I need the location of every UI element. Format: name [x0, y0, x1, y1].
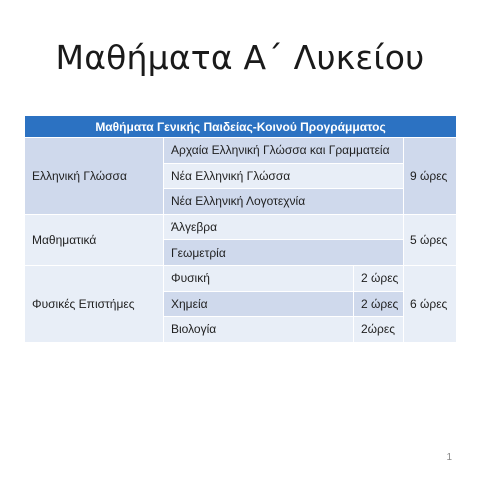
course-cell: Γεωμετρία	[164, 240, 404, 266]
course-cell: Φυσική	[164, 265, 354, 291]
total-hours-cell: 6 ώρες	[404, 265, 457, 342]
table-row	[25, 138, 457, 164]
table-row	[25, 265, 457, 291]
course-cell: Αρχαία Ελληνική Γλώσσα και Γραμματεία	[164, 138, 404, 164]
subject-cell: Μαθηματικά	[25, 214, 164, 265]
page-number: 1	[446, 452, 452, 463]
course-cell: Χημεία	[164, 291, 354, 317]
course-cell: Άλγεβρα	[164, 214, 404, 240]
total-hours-cell: 9 ώρες	[404, 138, 457, 215]
subject-cell: Φυσικές Επιστήμες	[25, 265, 164, 342]
table-row	[25, 214, 457, 240]
table-header: Μαθήματα Γενικής Παιδείας-Κοινού Προγράμματος	[25, 116, 457, 138]
slide-title: Μαθήματα Α΄ Λυκείου	[55, 38, 425, 77]
subject-cell: Ελληνική Γλώσσα	[25, 138, 164, 215]
course-hours-cell: 2 ώρες	[354, 291, 404, 317]
course-cell: Βιολογία	[164, 317, 354, 343]
course-hours-cell: 2 ώρες	[354, 265, 404, 291]
curriculum-table	[24, 115, 457, 343]
course-cell: Νέα Ελληνική Λογοτεχνία	[164, 189, 404, 215]
total-hours-cell: 5 ώρες	[404, 214, 457, 265]
course-cell: Νέα Ελληνική Γλώσσα	[164, 163, 404, 189]
table-header-row	[25, 116, 457, 138]
course-hours-cell: 2ώρες	[354, 317, 404, 343]
